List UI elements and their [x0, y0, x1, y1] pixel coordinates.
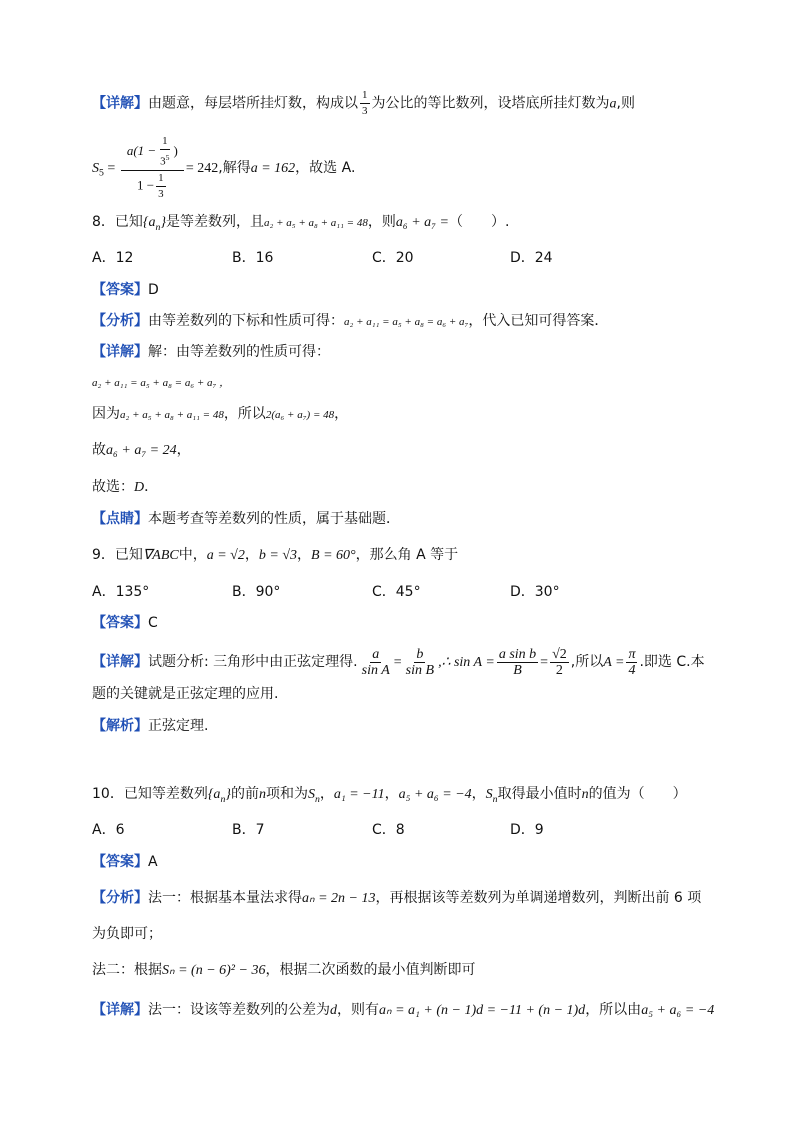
subscript: n: [155, 221, 161, 233]
variable: d: [330, 1003, 337, 1018]
formula: a₅ + a₆ = −4: [641, 1003, 715, 1018]
text: 正弦定理.: [148, 718, 209, 734]
inner-denominator: 3: [158, 187, 164, 200]
text: 法一：设该等差数列的公差为: [148, 1002, 330, 1018]
separator: ，: [244, 547, 259, 563]
answer: A: [148, 854, 158, 870]
condition: a₁ = −11: [333, 787, 385, 802]
fraction: [497, 647, 538, 678]
base: 3: [160, 155, 166, 168]
text: 9．已知: [92, 547, 143, 563]
text: ，: [176, 442, 191, 458]
formula: A =: [603, 655, 625, 670]
text: .即选 C.本: [639, 654, 705, 670]
formula: a₂ + a₁₁ = a₅ + a₈ = a₆ + a₇: [344, 316, 469, 328]
text: 由题意，每层塔所挂灯数，构成以: [148, 95, 358, 112]
text: ，代入已知可得答案．: [468, 313, 609, 329]
text: 法一：根据基本量法求得: [148, 890, 302, 906]
text: 由等差数列的下标和性质可得：: [148, 313, 344, 329]
inner-numerator: 1: [160, 134, 170, 150]
separator: ，: [384, 786, 399, 802]
answer-tag: 【答案】: [92, 615, 148, 631]
sequence: {a: [207, 787, 221, 802]
sequence-close: }: [225, 787, 231, 802]
option-b: B．16: [232, 250, 274, 266]
detail-tag: 【详解】: [92, 654, 148, 670]
subscript: n: [492, 793, 498, 805]
numerator: a: [372, 646, 380, 662]
formula: a₆ + a₇ = 24: [106, 443, 177, 458]
analysis-line: [92, 960, 475, 981]
analysis-tag: 【分析】: [92, 313, 148, 329]
fraction: [626, 647, 637, 678]
denominator: 2: [555, 662, 563, 678]
text: 是等差数列，且: [166, 214, 265, 230]
detail-line: 题的关键就是正弦定理的应用.: [92, 686, 279, 702]
equals: =: [540, 655, 549, 670]
formula: 2(a₆ + a₇) = 48: [265, 409, 335, 421]
numerator: b: [416, 646, 424, 662]
analysis-line: [92, 888, 701, 909]
text: 项和为: [265, 786, 308, 802]
text: ，: [319, 786, 334, 802]
variable: S: [307, 787, 315, 802]
formula: aₙ = a₁ + (n − 1)d = −11 + (n − 1)d: [379, 1003, 586, 1018]
denominator: sin B: [405, 662, 435, 678]
inner-denominator: [158, 150, 171, 170]
denominator: 4: [628, 662, 636, 678]
separator: ，: [297, 547, 312, 563]
detail-line: [92, 342, 330, 362]
fraction: [360, 88, 370, 119]
fraction: [404, 647, 436, 678]
variable: a: [609, 96, 617, 112]
option-b: B．90°: [232, 584, 281, 600]
therefore: ,∴ sin A =: [438, 655, 495, 670]
option-c: C．8: [372, 822, 405, 838]
option-c: C．20: [372, 250, 414, 266]
condition: a₅ + a₆ = −4: [398, 787, 472, 802]
text: 试题分析: 三角形中由正弦定理得.: [148, 654, 358, 670]
triangle: ∇ABC: [142, 548, 179, 563]
text: 的值为（ ）: [588, 786, 687, 802]
option-c: C．45°: [372, 584, 421, 600]
formula-line: a₂ + a₁₁ = a₅ + a₈ = a₆ + a₇ ，: [92, 377, 231, 389]
inner-fraction: [158, 134, 171, 170]
text: ,则: [616, 95, 635, 112]
detail-line: [92, 88, 635, 119]
text: 故选：: [92, 479, 134, 495]
text: 取得最小值时: [497, 786, 582, 802]
parse-tag: 【解析】: [92, 718, 148, 734]
variable: n: [258, 787, 266, 802]
formula: Sₙ = (n − 6)² − 36: [162, 963, 266, 978]
numerator-text: a(1 −: [126, 142, 157, 158]
numerator: a sin b: [498, 646, 537, 662]
option-a: A．12: [92, 250, 134, 266]
result: a = 162: [250, 160, 296, 176]
point-tag: 【点睛】: [92, 511, 148, 527]
option-d: D．30°: [510, 584, 560, 600]
option-d: D．9: [510, 822, 544, 838]
detail-tag: 【详解】: [92, 1002, 148, 1018]
point-line: [92, 509, 400, 529]
answer-line: [92, 852, 158, 872]
separator: ，: [471, 786, 486, 802]
text: ，所以: [223, 406, 266, 422]
option-a: A．6: [92, 822, 125, 838]
question-9-stem: [92, 545, 458, 566]
numerator: a(1 − $\frac{1}{3^5}$ ): [121, 134, 184, 171]
analysis-line: 为负即可；: [92, 926, 162, 942]
condition: B = 60°: [311, 548, 356, 563]
answer: C: [148, 615, 158, 631]
text: ，那么角 A 等于: [355, 547, 459, 563]
parse-line: [92, 716, 208, 736]
text: ，则有: [337, 1002, 379, 1018]
subscript: n: [220, 793, 226, 805]
text: 因为: [92, 406, 120, 422]
option-d: D．24: [510, 250, 553, 266]
denominator: B: [513, 662, 522, 678]
text: ，所以由: [585, 1002, 642, 1018]
detail-line: [92, 440, 191, 461]
question-8-stem: [92, 212, 509, 238]
sequence-close: }: [160, 215, 167, 230]
answer-tag: 【答案】: [92, 854, 148, 870]
analysis-line: [92, 311, 608, 332]
equals: =: [393, 655, 402, 670]
detail-line: [92, 404, 348, 425]
fraction: [550, 647, 569, 678]
answer-line: [92, 280, 159, 300]
detail-line: [92, 640, 705, 685]
formula: aₙ = 2n − 13: [302, 891, 376, 906]
condition: b = √3: [258, 548, 298, 563]
text: ．: [144, 479, 159, 495]
answer-line: [92, 613, 158, 633]
text: ，: [334, 406, 349, 422]
text: 法二：根据: [92, 962, 162, 978]
text: 中，: [178, 547, 207, 563]
formula: a₂ + a₅ + a₈ + a₁₁ = 48: [120, 409, 224, 421]
detail-tag: 【详解】: [92, 344, 148, 360]
text: 故: [92, 442, 106, 458]
denominator: [135, 171, 170, 202]
sum-symbol: S: [92, 160, 99, 176]
answer-tag: 【答案】: [92, 282, 148, 298]
text: ，根据二次函数的最小值判断即可: [265, 962, 476, 978]
text: （ ）.: [449, 214, 510, 230]
sequence: {a: [142, 215, 156, 230]
detail-tag: 【详解】: [92, 95, 148, 112]
text: 本题考查等差数列的性质，属于基础题．: [148, 511, 400, 527]
answer: D: [148, 282, 159, 298]
subscript: 5: [99, 167, 104, 179]
detail-line: [92, 1000, 714, 1021]
text: ，故选 A.: [295, 159, 356, 176]
text: ,所以: [570, 654, 604, 670]
text: 为公比的等比数列，设塔底所挂灯数为: [371, 95, 610, 112]
text: 8．已知: [92, 214, 143, 230]
text: ,解得: [218, 159, 251, 176]
text: 10．已知等差数列: [92, 786, 208, 802]
denominator-text: 1 −: [137, 177, 155, 193]
exponent: 5: [165, 153, 170, 162]
variable: n: [581, 787, 589, 802]
text: 解：由等差数列的性质可得：: [148, 344, 330, 360]
variable: S: [485, 787, 493, 802]
big-fraction: [121, 134, 184, 202]
equals-value: = 242: [185, 160, 219, 176]
question-10-stem: [92, 784, 687, 810]
formula: D: [134, 480, 145, 495]
inner-fraction: [156, 171, 166, 202]
condition: a = √2: [206, 548, 245, 563]
analysis-tag: 【分析】: [92, 890, 148, 906]
fraction: [360, 647, 392, 678]
numerator: 1: [360, 88, 370, 104]
inner-numerator: 1: [156, 171, 166, 187]
option-b: B．7: [232, 822, 265, 838]
text: ，再根据该等差数列为单调递增数列，判断出前 6 项: [375, 890, 702, 906]
subscript: n: [314, 793, 320, 805]
condition: a₂ + a₅ + a₈ + a₁₁ = 48: [264, 217, 368, 229]
option-a: A．135°: [92, 584, 150, 600]
denominator: 3: [362, 105, 368, 117]
target-expression: a₆ + a₇ =: [395, 215, 449, 230]
denominator: sin A: [361, 662, 390, 678]
formula-line: $S_5$ = a(1 − $\frac{1}{3^5}$ ) 1 − $\frac{1}{3}$ = 242,解得a = 162，故选 A.: [92, 135, 356, 200]
text: 的前: [230, 786, 259, 802]
numerator: π: [628, 646, 636, 662]
numerator: √2: [552, 646, 567, 662]
text: ，则: [367, 214, 396, 230]
detail-line: [92, 477, 158, 498]
